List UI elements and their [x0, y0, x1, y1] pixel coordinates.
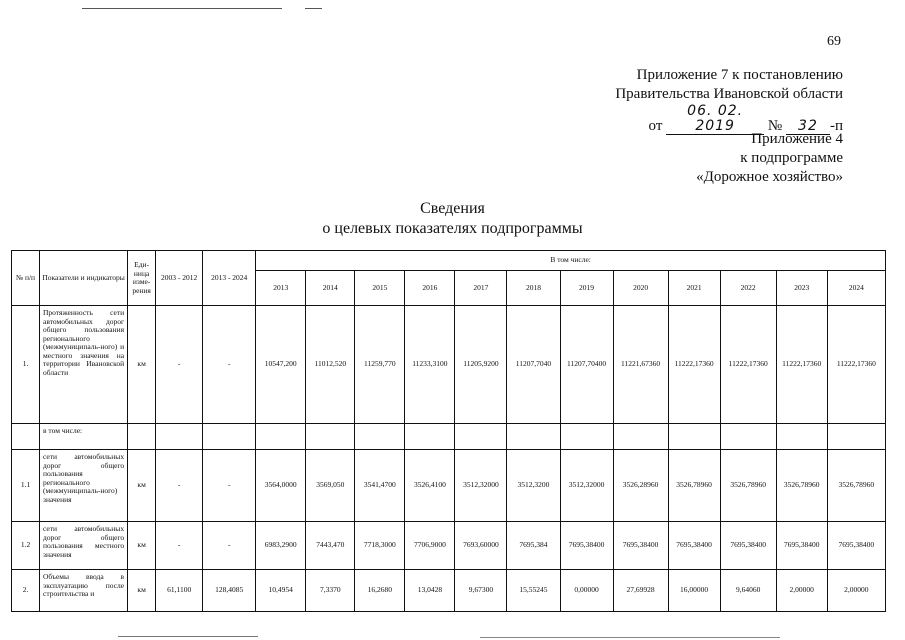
cell-value: 9,67300	[455, 570, 507, 612]
appendix4-line1: Приложение 4	[751, 131, 843, 147]
appendix4-line3: «Дорожное хозяйство»	[696, 169, 843, 185]
cell-value: 3569,050	[306, 450, 355, 522]
cell-value: 11222,17360	[827, 306, 885, 424]
cell-period-2003-2012: -	[156, 522, 203, 570]
cell-value: 10547,200	[256, 306, 306, 424]
table-row	[12, 424, 886, 450]
cell-period-2003-2012: -	[156, 450, 203, 522]
header-including: В том числе:	[256, 251, 886, 271]
cell-indicator: в том числе:	[40, 424, 128, 450]
cell-value	[256, 424, 306, 450]
header-year: 2017	[455, 271, 507, 306]
table-row	[12, 570, 886, 612]
header-year: 2021	[668, 271, 720, 306]
cell-value: 7695,38400	[827, 522, 885, 570]
cell-value	[827, 424, 885, 450]
cell-value: 7695,38400	[613, 522, 668, 570]
cell-value: 0,00000	[560, 570, 613, 612]
header-period-2003-2012: 2003 - 2012	[156, 251, 203, 306]
cell-value: 7693,60000	[455, 522, 507, 570]
scan-line	[480, 637, 780, 638]
cell-period-2013-2024	[203, 424, 256, 450]
cell-indicator: Объемы ввода в эксплуатацию после строительства и	[40, 570, 128, 612]
cell-num: 1.2	[12, 522, 40, 570]
cell-value: 11259,770	[355, 306, 405, 424]
cell-unit: км	[128, 306, 156, 424]
header-indicator: Показатели и индикаторы	[40, 251, 128, 306]
cell-unit	[128, 424, 156, 450]
cell-value: 7695,38400	[776, 522, 827, 570]
cell-value	[560, 424, 613, 450]
cell-value: 11222,17360	[720, 306, 776, 424]
cell-value: 16,00000	[668, 570, 720, 612]
header-year: 2013	[256, 271, 306, 306]
cell-value: 2,00000	[827, 570, 885, 612]
cell-unit: км	[128, 450, 156, 522]
cell-value: 7695,38400	[560, 522, 613, 570]
cell-value: 3526,78960	[720, 450, 776, 522]
cell-value: 11222,17360	[668, 306, 720, 424]
cell-num: 1.1	[12, 450, 40, 522]
handwritten-number: 32	[786, 119, 830, 135]
header-num: № п/п	[12, 251, 40, 306]
scan-line	[305, 8, 322, 9]
cell-indicator: сети автомобильных дорог общего пользования местного значения	[40, 522, 128, 570]
cell-period-2013-2024: -	[203, 450, 256, 522]
number-label: №	[767, 118, 783, 134]
cell-period-2013-2024: -	[203, 522, 256, 570]
cell-value	[455, 424, 507, 450]
cell-value: 7718,3000	[355, 522, 405, 570]
cell-value: 3526,28960	[613, 450, 668, 522]
cell-value: 16,2680	[355, 570, 405, 612]
appendix7-line1: Приложение 7 к постановлению	[636, 67, 843, 83]
cell-value: 6983,2900	[256, 522, 306, 570]
cell-value: 10,4954	[256, 570, 306, 612]
header-period-2013-2024: 2013 - 2024	[203, 251, 256, 306]
cell-period-2003-2012: 61,1100	[156, 570, 203, 612]
cell-value: 3512,32000	[560, 450, 613, 522]
cell-value: 3564,0000	[256, 450, 306, 522]
cell-value: 3526,78960	[668, 450, 720, 522]
cell-value: 11012,520	[306, 306, 355, 424]
cell-value: 3512,32000	[455, 450, 507, 522]
title-line2: о целевых показателях подпрограммы	[322, 220, 583, 237]
cell-value	[613, 424, 668, 450]
cell-value: 7695,384	[507, 522, 560, 570]
cell-value	[507, 424, 560, 450]
header-year: 2015	[355, 271, 405, 306]
cell-value: 3526,78960	[776, 450, 827, 522]
cell-value: 27,69928	[613, 570, 668, 612]
handwritten-date: 06. 02. 2019	[666, 104, 764, 135]
cell-value: 11205,9200	[455, 306, 507, 424]
cell-num: 2.	[12, 570, 40, 612]
cell-value	[720, 424, 776, 450]
cell-value: 7706,9000	[405, 522, 455, 570]
appendix7-block	[615, 66, 843, 136]
cell-value: 9,64060	[720, 570, 776, 612]
cell-period-2013-2024: 128,4085	[203, 570, 256, 612]
cell-value: 3526,4100	[405, 450, 455, 522]
header-year: 2019	[560, 271, 613, 306]
header-year: 2018	[507, 271, 560, 306]
appendix7-line2: Правительства Ивановской области	[615, 86, 843, 102]
appendix4-block	[696, 130, 843, 187]
number-suffix: -п	[829, 118, 843, 134]
header-year: 2016	[405, 271, 455, 306]
table-row	[12, 306, 886, 424]
cell-value	[306, 424, 355, 450]
table-row	[12, 522, 886, 570]
title-line1: Сведения	[420, 200, 485, 217]
cell-value	[355, 424, 405, 450]
cell-value: 11207,70400	[560, 306, 613, 424]
header-year: 2014	[306, 271, 355, 306]
cell-value	[668, 424, 720, 450]
cell-value: 11207,7040	[507, 306, 560, 424]
cell-value: 3512,3200	[507, 450, 560, 522]
cell-value: 2,00000	[776, 570, 827, 612]
scan-line	[118, 636, 258, 637]
cell-value: 3526,78960	[827, 450, 885, 522]
indicators-table	[11, 250, 886, 612]
scan-line	[82, 8, 282, 9]
cell-indicator: Протяженность сети автомобильных дорог общего пользования регионального (межмуниципаль-ного) и местного значения на территории Ивановской области	[40, 306, 128, 424]
header-year: 2024	[827, 271, 885, 306]
cell-value: 7695,38400	[720, 522, 776, 570]
cell-value: 7,3370	[306, 570, 355, 612]
cell-value	[776, 424, 827, 450]
cell-value: 7695,38400	[668, 522, 720, 570]
cell-unit: км	[128, 522, 156, 570]
appendix4-line2: к подпрограмме	[740, 150, 843, 166]
cell-period-2013-2024: -	[203, 306, 256, 424]
cell-value: 3541,4700	[355, 450, 405, 522]
cell-num	[12, 424, 40, 450]
cell-value: 15,55245	[507, 570, 560, 612]
from-label: от	[648, 118, 663, 134]
header-year: 2022	[720, 271, 776, 306]
cell-unit: км	[128, 570, 156, 612]
header-year: 2023	[776, 271, 827, 306]
cell-num: 1.	[12, 306, 40, 424]
document-title	[0, 199, 905, 239]
cell-indicator: сети автомобильных дорог общего пользования регионального (межмуниципаль-ного) значения	[40, 450, 128, 522]
cell-value: 11222,17360	[776, 306, 827, 424]
cell-period-2003-2012	[156, 424, 203, 450]
cell-value: 13,0428	[405, 570, 455, 612]
cell-value: 11233,3100	[405, 306, 455, 424]
cell-value: 7443,470	[306, 522, 355, 570]
cell-value	[405, 424, 455, 450]
cell-period-2003-2012: -	[156, 306, 203, 424]
table-row	[12, 450, 886, 522]
page-number: 69	[827, 34, 841, 49]
header-unit: Еди-ница изме-рения	[128, 251, 156, 306]
header-year: 2020	[613, 271, 668, 306]
cell-value: 11221,67360	[613, 306, 668, 424]
